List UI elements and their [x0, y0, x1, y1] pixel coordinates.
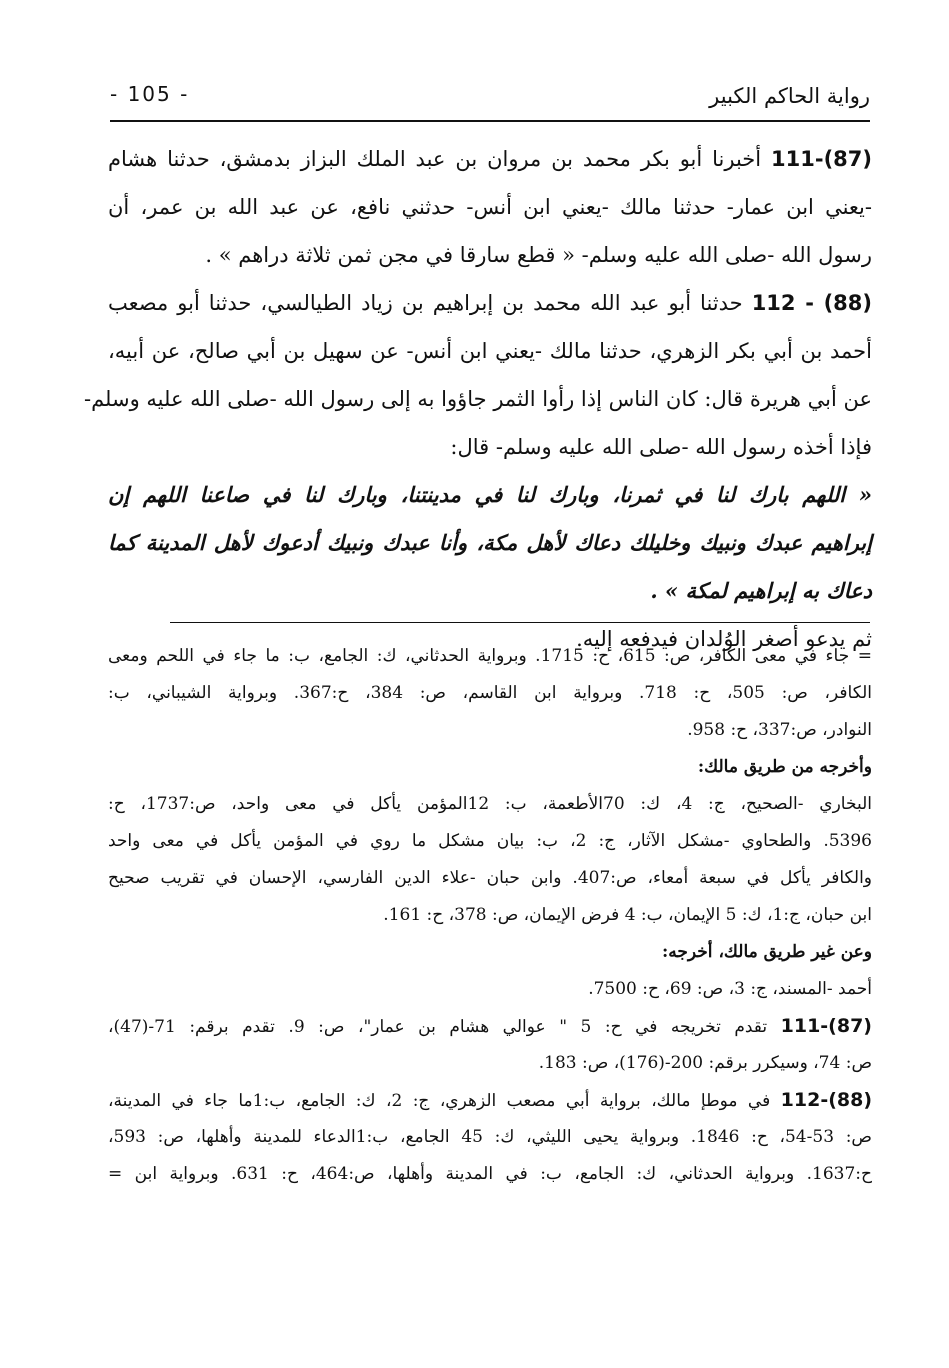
hadith-number: 111-(87)	[780, 1015, 872, 1037]
footnote-line: ح:1637. وبرواية الحدثاني، ك: الجامع، ب: في المدينة وأهلها، ص:464، ح: 631. وبرواية ابن =	[108, 1164, 872, 1184]
footnote-line: ص: 53-54، ح: 1846. وبرواية يحيى الليثي، ك: 45 الجامع، ب:1الدعاء للمدينة وأهلها، ص: 593،	[108, 1127, 872, 1147]
page-header	[110, 78, 870, 118]
footnote-line: = جاء في معى الكافر، ص: 615، ح: 1715. وبرواية الحدثاني، ك: الجامع، ب: ما جاء في اللحم ومعى	[108, 646, 872, 666]
footnote-line: النوادر، ص:337، ح: 958.	[687, 720, 872, 740]
hadith-number: 111-(87)	[771, 147, 872, 171]
footnote-line: ص: 74، وسيكرر برقم: 200-(176)، ص: 183.	[538, 1053, 872, 1073]
main-text	[83, 135, 872, 663]
footnote-line: ابن حبان، ج:1، ك: 5 الإيمان، ب: 4 فرض الإيمان، ص: 378، ح: 161.	[383, 905, 872, 925]
text-line: -يعني ابن عمار- حدثنا مالك -يعني ابن أنس- حدثني نافع، عن عبد الله بن عمر، أن	[108, 195, 872, 219]
text-line: 111-(87) أخبرنا أبو بكر محمد بن مروان بن عبد الملك البزاز بدمشق، حدثنا هشام	[108, 147, 872, 171]
hadith-number: 112 - (88)	[751, 291, 872, 315]
text-line: ثم يدعو أصغر الوُلدان فيدفعه إليه.	[576, 627, 872, 651]
running-title: رواية الحاكم الكبير	[709, 84, 870, 108]
text-line: فإذا أخذه رسول الله -صلى الله عليه وسلم- قال:	[450, 435, 872, 459]
prophetic-quote-line: « اللهم بارك لنا في ثمرنا، وبارك لنا في مدينتنا، وبارك لنا في صاعنا اللهم إن	[108, 482, 872, 507]
prophetic-quote-line: إبراهيم عبدك ونبيك وخليلك دعاك لأهل مكة، وأنا عبدك ونبيك أدعوك لأهل المدينة كما	[108, 530, 872, 555]
footnote-rule	[170, 622, 870, 623]
footnote-line: 5396. والطحاوي -مشكل الآثار، ج: 2، ب: بيان مشكل ما روي في المؤمن يأكل في معى واحد	[108, 831, 872, 851]
footnote-line: وعن غير طريق مالك، أخرجه:	[662, 942, 872, 962]
footnote-line: أحمد -المسند، ج: 3، ص: 69، ح: 7500.	[588, 979, 872, 999]
footnote-line: الكافر، ص: 505، ح: 718. وبرواية ابن القاسم، ص: 384، ح:367. وبرواية الشيباني، ب:	[108, 683, 873, 703]
text-line: أحمد بن أبي بكر الزهري، حدثنا مالك -يعني ابن أنس- عن سهيل بن أبي صالح، عن أبيه،	[108, 339, 872, 363]
prophetic-quote-line: دعاك به إبراهيم لمكة » .	[650, 578, 872, 603]
footnote-line: 112-(88) في موطإ مالك، برواية أبي مصعب الزهري، ج: 2، ك: الجامع، ب:1ما جاء في المدينة،	[108, 1089, 873, 1111]
text-line: عن أبي هريرة قال: كان الناس إذا رأوا الثمر جاؤوا به إلى رسول الله -صلى الله عليه وسلم-	[83, 387, 872, 411]
footnote-line: والكافر يأكل في سبعة أمعاء، ص:407. وابن حبان -علاء الدين الفارسي، الإحسان في تقريب صحيح	[108, 868, 872, 888]
footnote-line: وأخرجه من طريق مالك:	[697, 757, 872, 777]
page-number: - 105 -	[110, 82, 190, 106]
hadith-number: 112-(88)	[780, 1089, 873, 1111]
text-line: 112 - (88) حدثنا أبو عبد الله محمد بن إبراهيم بن زياد الطيالسي، حدثنا أبو مصعب	[108, 291, 872, 315]
footnote-line: 111-(87) تقدم تخريجه في ح: 5 " عوالي هشام بن عمار"، ص: 9. تقدم برقم: 71-(47)،	[108, 1015, 872, 1037]
footnote-line: البخاري -الصحيح، ج: 4، ك: 70الأطعمة، ب: 12المؤمن يأكل في معى واحد، ص:1737، ح:	[108, 794, 872, 814]
header-rule	[110, 120, 870, 122]
footnotes	[108, 638, 872, 1193]
text-line: رسول الله -صلى الله عليه وسلم- « قطع سارقا في مجن ثمن ثلاثة دراهم » .	[205, 243, 872, 267]
